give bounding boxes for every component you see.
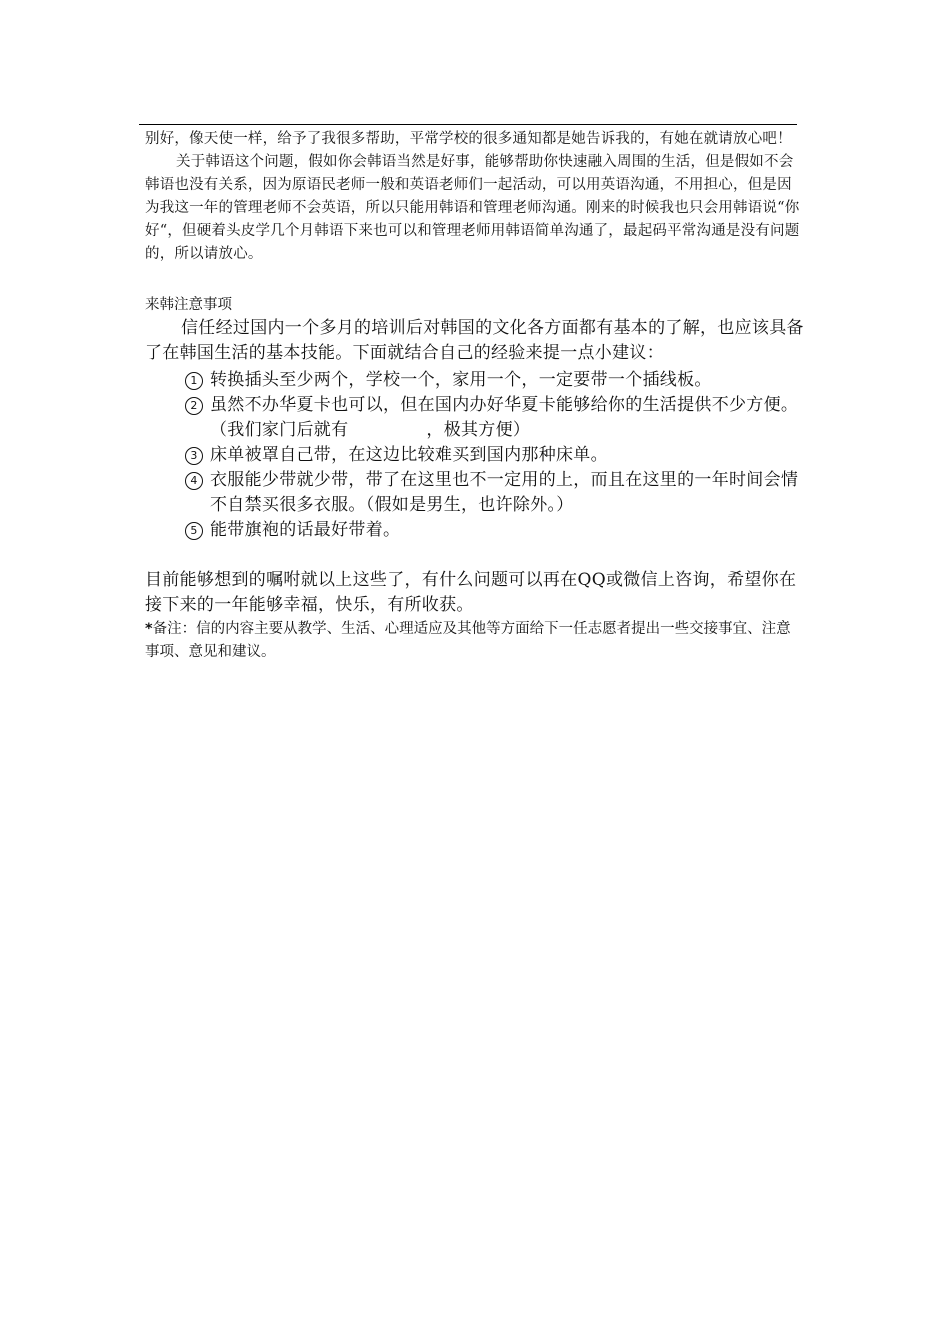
tip-text: 衣服能少带就少带，带了在这里也不一定用的上，而且在这里的一年时间会情不自禁买很多衣服。（假如是男生，也许除外。）: [210, 470, 799, 515]
tip-text: 能带旗袍的话最好带着。: [210, 520, 401, 540]
letter-body: [145, 128, 805, 664]
paragraph-korean-language: 关于韩语这个问题，假如你会韩语当然是好事，能够帮助你快速融入周围的生活，但是假如不会韩语也没有关系，因为原语民老师一般和英语老师们一起活动，可以用英语沟通，不用担心，但是因为我这一年的管理老师不会英语，所以只能用韩语和管理老师沟通。刚来的时候我也只会用韩语说“你好“，但硬着头皮学几个月韩语下来也可以和管理老师用韩语简单沟通了，最起码平常沟通是没有问题的，所以请放心。: [145, 154, 800, 262]
header-rule: [139, 124, 797, 125]
circled-number: 3: [185, 447, 203, 465]
tip-text: 转换插头至少两个，学校一个，家用一个，一定要带一个插线板。: [210, 370, 712, 390]
list-item: [185, 443, 805, 468]
tip-text-end: ，极其方便）: [426, 420, 531, 440]
footnote-text: 备注：信的内容主要从教学、生活、心理适应及其他等方面给下一任志愿者提出一些交接事宜、注意事项、意见和建议。: [145, 621, 791, 660]
footnote: [145, 618, 805, 664]
section-title: 来韩注意事项: [145, 297, 232, 313]
tip-text: 床单被罩自己带，在这边比较难买到国内那种床单。: [210, 445, 608, 465]
circled-number: 5: [185, 522, 203, 540]
list-item: [185, 368, 805, 393]
tips-list: [145, 368, 805, 543]
list-item: [185, 518, 805, 543]
list-item: [185, 468, 805, 518]
tip-text: 虽然不办华夏卡也可以，但在国内办好华夏卡能够给你的生活提供不少方便。（我们家门后就有: [210, 395, 799, 440]
circled-number: 4: [185, 472, 203, 490]
closing-paragraph: 目前能够想到的嘱咐就以上这些了，有什么问题可以再在QQ或微信上咨询，希望你在接下来的一年能够幸福，快乐，有所收获。: [145, 570, 797, 615]
circled-number: 2: [185, 397, 203, 415]
asterisk-mark: *: [145, 621, 153, 637]
list-item: [185, 393, 805, 443]
paragraph-continuation: 别好，像天使一样，给予了我很多帮助，平常学校的很多通知都是她告诉我的，有她在就请放心吧！: [145, 131, 792, 147]
circled-number: 1: [185, 372, 203, 390]
section-intro: 信任经过国内一个多月的培训后对韩国的文化各方面都有基本的了解，也应该具备了在韩国生活的基本技能。下面就结合自己的经验来提一点小建议：: [145, 318, 804, 363]
